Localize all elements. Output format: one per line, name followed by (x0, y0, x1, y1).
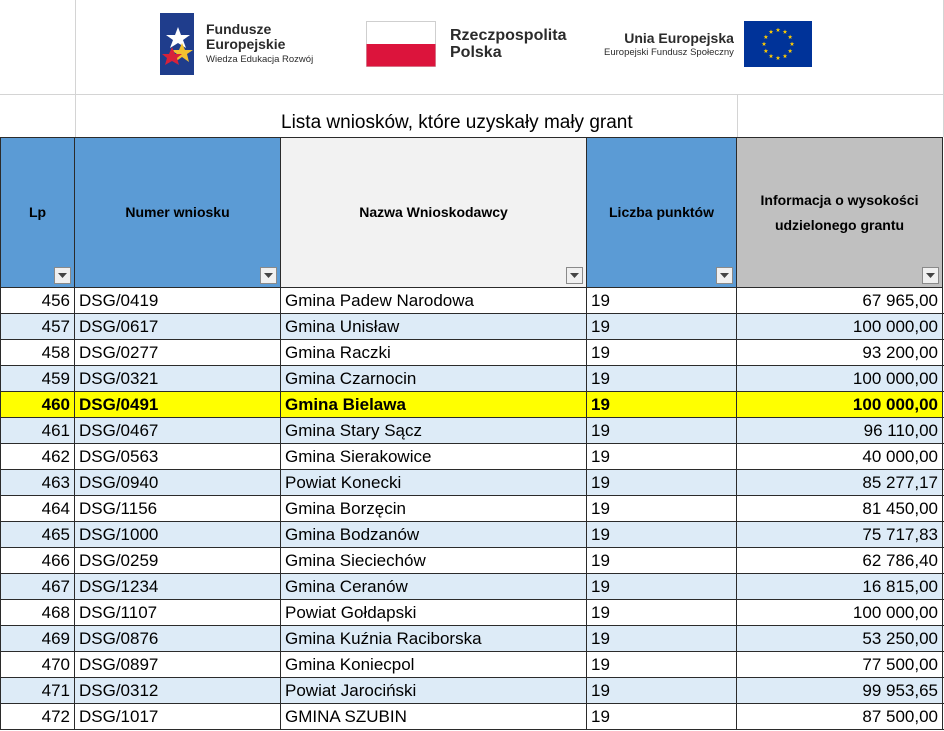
unia-europejska-logo (604, 12, 812, 76)
table-row[interactable] (0, 522, 944, 548)
cell-numer-wniosku[interactable]: DSG/0259 (75, 548, 281, 573)
filter-button-nazwa[interactable] (566, 267, 583, 284)
table-row[interactable] (0, 444, 944, 470)
fe-logo-line3: Wiedza Edukacja Rozwój (206, 54, 314, 65)
cell-kwota-grantu[interactable]: 100 000,00 (737, 392, 943, 417)
table-row[interactable] (0, 548, 944, 574)
cell-liczba-punktow[interactable]: 19 (587, 522, 737, 547)
cell-nazwa-wnioskodawcy[interactable]: Gmina Padew Narodowa (281, 288, 587, 313)
cell-kwota-grantu[interactable]: 93 200,00 (737, 340, 943, 365)
cell-liczba-punktow[interactable]: 19 (587, 444, 737, 469)
cell-numer-wniosku[interactable]: DSG/0321 (75, 366, 281, 391)
cell-lp[interactable]: 468 (0, 600, 75, 625)
cell-nazwa-wnioskodawcy[interactable]: GMINA SZUBIN (281, 704, 587, 729)
cell-liczba-punktow[interactable]: 19 (587, 704, 737, 729)
cell-numer-wniosku[interactable]: DSG/0563 (75, 444, 281, 469)
data-table-body (0, 288, 944, 730)
filter-button-punkty[interactable] (716, 267, 733, 284)
cell-nazwa-wnioskodawcy[interactable]: Gmina Ceranów (281, 574, 587, 599)
fe-logo-line1: Fundusze (206, 21, 272, 37)
cell-nazwa-wnioskodawcy[interactable]: Gmina Bielawa (281, 392, 587, 417)
table-row[interactable] (0, 496, 944, 522)
cell-liczba-punktow[interactable]: 19 (587, 288, 737, 313)
table-row[interactable] (0, 314, 944, 340)
cell-kwota-grantu[interactable]: 81 450,00 (737, 496, 943, 521)
filter-button-lp[interactable] (54, 267, 71, 284)
cell-nazwa-wnioskodawcy[interactable]: Gmina Borzęcin (281, 496, 587, 521)
table-row[interactable] (0, 288, 944, 314)
cell-liczba-punktow[interactable]: 19 (587, 392, 737, 417)
cell-nazwa-wnioskodawcy[interactable]: Gmina Kuźnia Raciborska (281, 626, 587, 651)
cell-numer-wniosku[interactable]: DSG/1156 (75, 496, 281, 521)
cell-numer-wniosku[interactable]: DSG/0617 (75, 314, 281, 339)
table-row[interactable] (0, 626, 944, 652)
cell-nazwa-wnioskodawcy[interactable]: Powiat Konecki (281, 470, 587, 495)
cell-kwota-grantu[interactable]: 85 277,17 (737, 470, 943, 495)
cell-numer-wniosku[interactable]: DSG/0277 (75, 340, 281, 365)
table-row[interactable] (0, 366, 944, 392)
cell-nazwa-wnioskodawcy[interactable]: Powiat Gołdapski (281, 600, 587, 625)
cell-liczba-punktow[interactable]: 19 (587, 366, 737, 391)
cell-liczba-punktow[interactable]: 19 (587, 548, 737, 573)
header-liczba-punktow[interactable] (587, 137, 737, 288)
cell-kwota-grantu[interactable]: 75 717,83 (737, 522, 943, 547)
header-nazwa-wnioskodawcy[interactable] (281, 137, 587, 288)
filter-button-numer[interactable] (260, 267, 277, 284)
cell-nazwa-wnioskodawcy[interactable]: Gmina Sierakowice (281, 444, 587, 469)
cell-kwota-grantu[interactable]: 16 815,00 (737, 574, 943, 599)
header-punkty-label: Liczba punktów (609, 204, 714, 220)
cell-kwota-grantu[interactable]: 87 500,00 (737, 704, 943, 729)
cell-liczba-punktow[interactable]: 19 (587, 418, 737, 443)
cell-nazwa-wnioskodawcy[interactable]: Powiat Jarociński (281, 678, 587, 703)
header-lp-label: Lp (28, 204, 47, 220)
header-informacja-grant[interactable] (737, 137, 943, 288)
cell-liczba-punktow[interactable]: 19 (587, 626, 737, 651)
cell-lp[interactable]: 467 (0, 574, 75, 599)
header-numer-wniosku[interactable] (75, 137, 281, 288)
logo-band (0, 0, 944, 94)
header-lp[interactable] (0, 137, 75, 288)
cell-lp[interactable]: 456 (0, 288, 75, 313)
cell-kwota-grantu[interactable]: 67 965,00 (737, 288, 943, 313)
cell-numer-wniosku[interactable]: DSG/0876 (75, 626, 281, 651)
cell-lp[interactable]: 464 (0, 496, 75, 521)
cell-lp[interactable]: 472 (0, 704, 75, 729)
cell-numer-wniosku[interactable]: DSG/0897 (75, 652, 281, 677)
cell-lp[interactable]: 460 (0, 392, 75, 417)
cell-kwota-grantu[interactable]: 96 110,00 (737, 418, 943, 443)
sheet-title[interactable]: Lista wniosków, które uzyskały mały grant (281, 112, 633, 133)
table-row[interactable] (0, 678, 944, 704)
cell-nazwa-wnioskodawcy[interactable]: Gmina Koniecpol (281, 652, 587, 677)
cell-nazwa-wnioskodawcy[interactable]: Gmina Unisław (281, 314, 587, 339)
cell-lp[interactable]: 458 (0, 340, 75, 365)
fe-logo-line2: Europejskie (206, 36, 286, 52)
cell-lp[interactable]: 466 (0, 548, 75, 573)
ue-logo-line2: Europejski Fundusz Społeczny (604, 47, 734, 58)
eu-flag-icon (744, 21, 812, 67)
cell-liczba-punktow[interactable]: 19 (587, 574, 737, 599)
rzeczpospolita-polska-logo (366, 12, 566, 76)
cell-nazwa-wnioskodawcy[interactable]: Gmina Czarnocin (281, 366, 587, 391)
cell-kwota-grantu[interactable]: 62 786,40 (737, 548, 943, 573)
cell-nazwa-wnioskodawcy[interactable]: Gmina Sieciechów (281, 548, 587, 573)
cell-numer-wniosku[interactable]: DSG/1107 (75, 600, 281, 625)
cell-lp[interactable]: 470 (0, 652, 75, 677)
cell-numer-wniosku[interactable]: DSG/0491 (75, 392, 281, 417)
table-row[interactable] (0, 574, 944, 600)
cell-numer-wniosku[interactable]: DSG/0467 (75, 418, 281, 443)
table-row[interactable] (0, 470, 944, 496)
dropdown-arrow-icon (570, 273, 579, 278)
cell-liczba-punktow[interactable]: 19 (587, 470, 737, 495)
table-row[interactable] (0, 652, 944, 678)
cell-kwota-grantu[interactable]: 100 000,00 (737, 314, 943, 339)
header-grant-label-line2: udzielonego grantu (774, 216, 905, 233)
header-grant-label-line1: Informacja o wysokości (760, 191, 919, 208)
table-row[interactable] (0, 600, 944, 626)
table-row[interactable] (0, 392, 944, 418)
cell-kwota-grantu[interactable]: 53 250,00 (737, 626, 943, 651)
cell-lp[interactable]: 459 (0, 366, 75, 391)
dropdown-arrow-icon (720, 273, 729, 278)
fundusze-europejskie-emblem-icon (160, 13, 196, 75)
table-row[interactable] (0, 418, 944, 444)
cell-kwota-grantu[interactable]: 99 953,65 (737, 678, 943, 703)
cell-lp[interactable]: 469 (0, 626, 75, 651)
cell-nazwa-wnioskodawcy[interactable]: Gmina Bodzanów (281, 522, 587, 547)
table-row[interactable] (0, 340, 944, 366)
cell-lp[interactable]: 457 (0, 314, 75, 339)
cell-numer-wniosku[interactable]: DSG/1234 (75, 574, 281, 599)
cell-nazwa-wnioskodawcy[interactable]: Gmina Raczki (281, 340, 587, 365)
cell-nazwa-wnioskodawcy[interactable]: Gmina Stary Sącz (281, 418, 587, 443)
cell-kwota-grantu[interactable]: 100 000,00 (737, 600, 943, 625)
cell-liczba-punktow[interactable]: 19 (587, 652, 737, 677)
cell-numer-wniosku[interactable]: DSG/0419 (75, 288, 281, 313)
cell-liczba-punktow[interactable]: 19 (587, 340, 737, 365)
cell-liczba-punktow[interactable]: 19 (587, 600, 737, 625)
cell-numer-wniosku[interactable]: DSG/1000 (75, 522, 281, 547)
cell-liczba-punktow[interactable]: 19 (587, 314, 737, 339)
rp-logo-line1: Rzeczpospolita (450, 27, 567, 44)
dropdown-arrow-icon (926, 273, 935, 278)
cell-lp[interactable]: 471 (0, 678, 75, 703)
header-nazwa-label: Nazwa Wnioskodawcy (359, 204, 508, 220)
cell-lp[interactable]: 465 (0, 522, 75, 547)
cell-kwota-grantu[interactable]: 40 000,00 (737, 444, 943, 469)
ue-logo-line1: Unia Europejska (624, 30, 734, 46)
cell-numer-wniosku[interactable]: DSG/1017 (75, 704, 281, 729)
cell-kwota-grantu[interactable]: 100 000,00 (737, 366, 943, 391)
cell-liczba-punktow[interactable]: 19 (587, 678, 737, 703)
dropdown-arrow-icon (58, 273, 67, 278)
table-row[interactable] (0, 704, 944, 730)
rp-logo-line2: Polska (450, 44, 502, 61)
cell-lp[interactable]: 462 (0, 444, 75, 469)
polish-flag-icon (366, 21, 436, 67)
fundusze-europejskie-logo (160, 12, 313, 76)
cell-kwota-grantu[interactable]: 77 500,00 (737, 652, 943, 677)
cell-liczba-punktow[interactable]: 19 (587, 496, 737, 521)
dropdown-arrow-icon (264, 273, 273, 278)
cell-numer-wniosku[interactable]: DSG/0940 (75, 470, 281, 495)
cell-lp[interactable]: 463 (0, 470, 75, 495)
filter-button-grant[interactable] (922, 267, 939, 284)
header-numer-label: Numer wniosku (125, 204, 230, 220)
cell-numer-wniosku[interactable]: DSG/0312 (75, 678, 281, 703)
cell-lp[interactable]: 461 (0, 418, 75, 443)
